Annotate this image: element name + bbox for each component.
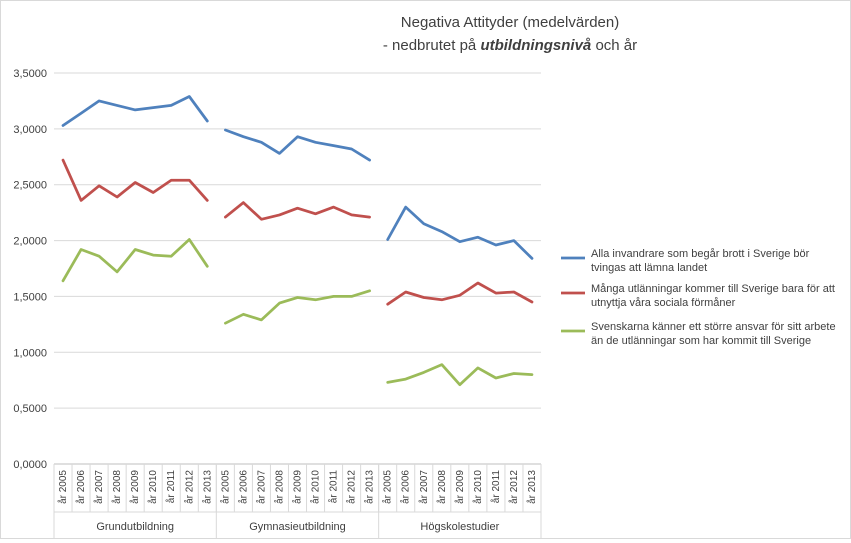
x-tick-label: år 2012 <box>184 470 196 504</box>
x-tick-label: år 2006 <box>76 470 88 504</box>
series-line-segment <box>63 97 207 126</box>
x-tick-label: år 2012 <box>346 470 358 504</box>
gridlines <box>54 73 541 464</box>
x-tick-label: år 2012 <box>508 470 520 504</box>
group-label: Grundutbildning <box>96 521 175 533</box>
legend-label-line2: tvingas att lämna landet <box>591 262 708 274</box>
legend-label-line2: utnyttja våra sociala förmåner <box>591 297 736 309</box>
y-tick-label: 2,0000 <box>13 235 47 248</box>
x-tick-label: år 2005 <box>58 470 70 504</box>
legend-label-line2: än de utlänningar som har kommit till Sverige <box>591 335 812 347</box>
x-tick-label: år 2006 <box>238 470 250 504</box>
x-tick-label: år 2007 <box>256 470 268 504</box>
x-axis <box>54 464 541 538</box>
series-line-segment <box>388 207 532 258</box>
x-tick-label: år 2013 <box>202 470 214 504</box>
legend <box>561 248 836 347</box>
series-line-segment <box>225 291 369 323</box>
x-tick-label: år 2011 <box>490 470 502 504</box>
series-line-segment <box>63 160 207 200</box>
x-tick-label: år 2013 <box>364 470 376 504</box>
y-tick-label: 0,0000 <box>13 459 47 471</box>
x-tick-label: år 2010 <box>148 470 160 504</box>
chart-title-line2-emphasis: utbildningsnivå <box>480 37 592 54</box>
series-line-segment <box>63 240 207 281</box>
x-tick-label: år 2006 <box>400 470 412 504</box>
series-line-segment <box>225 203 369 220</box>
x-tick-label: år 2010 <box>472 470 484 504</box>
y-axis <box>13 68 47 471</box>
series-line-segment <box>225 130 369 160</box>
x-tick-label: år 2008 <box>112 470 124 504</box>
chart-title <box>383 14 637 54</box>
x-tick-label: år 2009 <box>130 470 142 504</box>
line-chart <box>1 1 850 538</box>
x-tick-label: år 2013 <box>526 470 538 504</box>
series-line-segment <box>388 365 532 385</box>
legend-label-line1: Svenskarna känner ett större ansvar för sitt arbete <box>591 321 836 333</box>
x-tick-label: år 2005 <box>220 470 232 504</box>
chart-title-line2 <box>383 37 637 54</box>
x-tick-label: år 2009 <box>454 470 466 504</box>
legend-item <box>561 283 835 309</box>
series-1 <box>63 97 532 259</box>
legend-label-line1: Alla invandrare som begår brott i Sverige bör <box>591 248 810 260</box>
y-tick-label: 3,5000 <box>13 68 47 80</box>
x-tick-label: år 2011 <box>166 470 178 504</box>
y-tick-label: 0,5000 <box>13 403 47 416</box>
chart-title-line2-prefix: - nedbrutet på <box>382 37 481 54</box>
y-tick-label: 1,0000 <box>13 347 47 360</box>
series-2 <box>63 160 532 304</box>
x-tick-label: år 2010 <box>310 470 322 504</box>
series-line-segment <box>388 283 532 304</box>
group-label: Gymnasieutbildning <box>249 521 346 533</box>
x-tick-label: år 2008 <box>274 470 286 504</box>
x-tick-label: år 2007 <box>418 470 430 504</box>
legend-item <box>561 248 810 274</box>
y-tick-label: 1,5000 <box>13 291 47 304</box>
y-tick-label: 3,0000 <box>13 123 47 136</box>
x-tick-label: år 2008 <box>436 470 448 504</box>
x-tick-label: år 2005 <box>382 470 394 504</box>
x-tick-label: år 2007 <box>94 470 106 504</box>
series-3 <box>63 240 532 385</box>
x-tick-label: år 2009 <box>292 470 304 504</box>
x-tick-label: år 2011 <box>328 470 340 504</box>
legend-label-line1: Många utlänningar kommer till Sverige bara för att <box>591 283 835 295</box>
chart-title-line1: Negativa Attityder (medelvärden) <box>400 14 620 31</box>
y-tick-label: 2,5000 <box>13 179 47 192</box>
legend-item <box>561 321 836 347</box>
chart-title-line2-suffix: och år <box>591 37 638 54</box>
group-label: Högskolestudier <box>420 521 500 533</box>
